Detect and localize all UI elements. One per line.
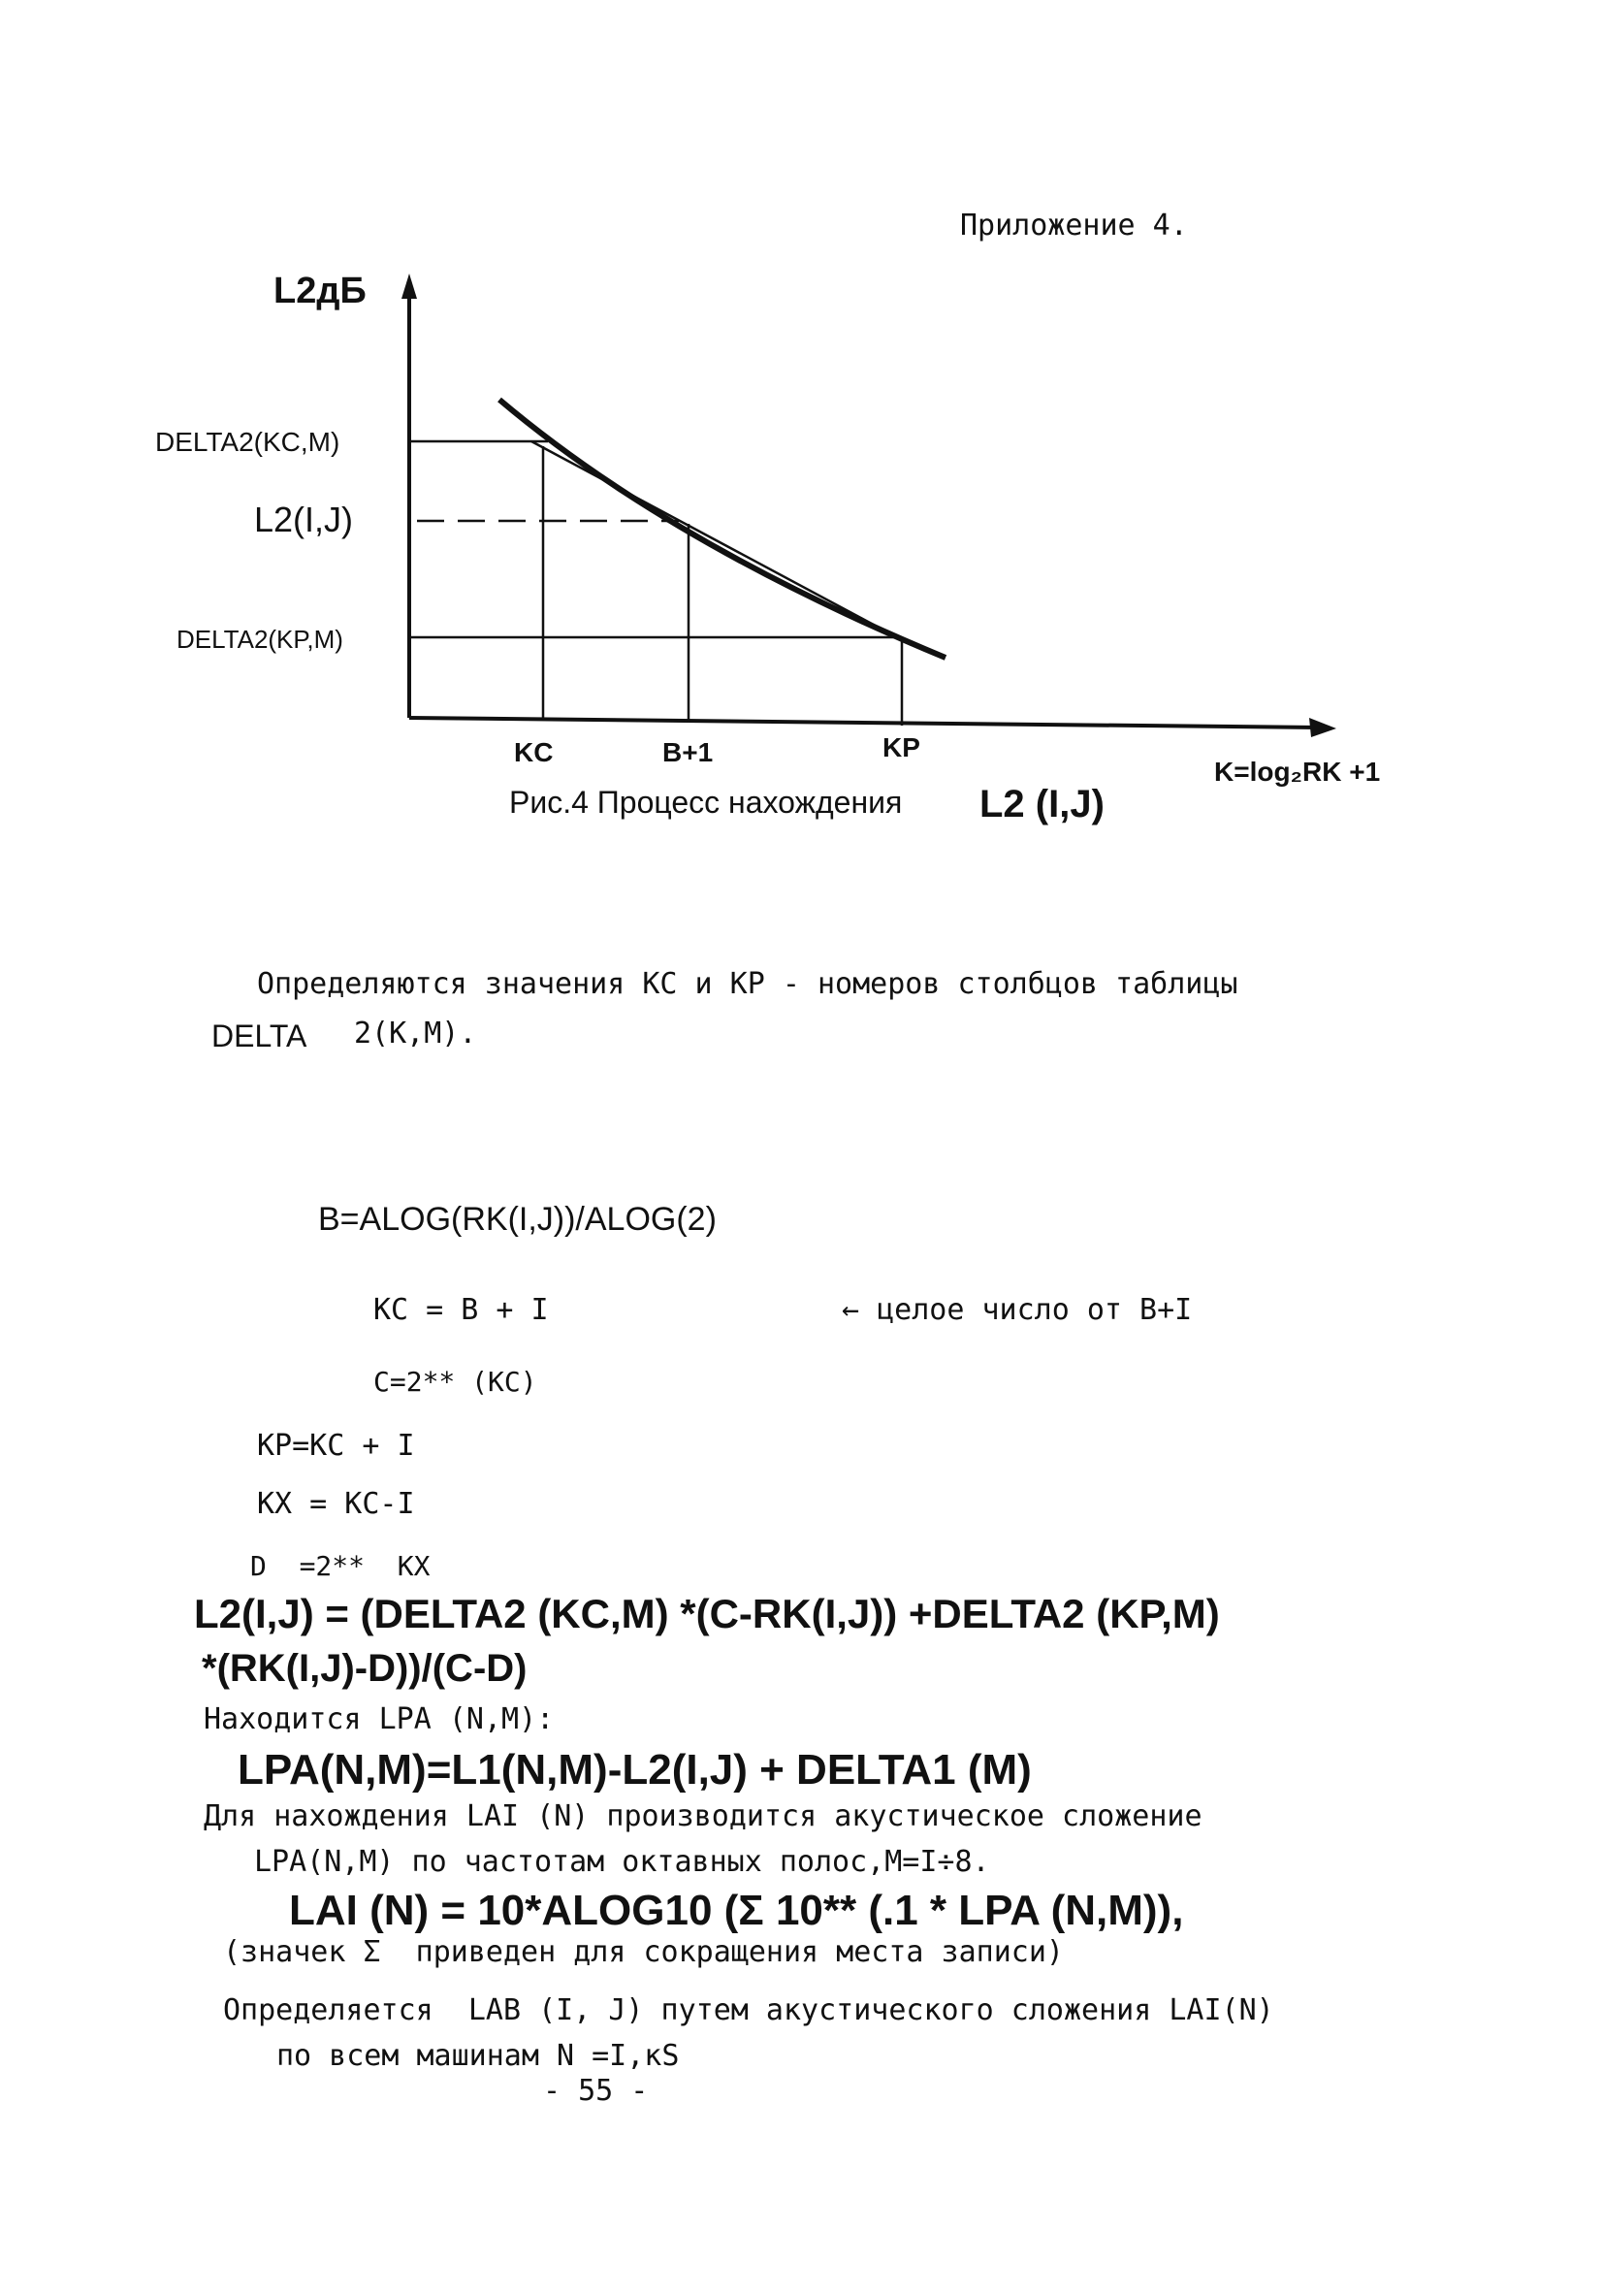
l2-curve [499,400,946,658]
eq-lat: LAI (N) = 10*ALOG10 (Σ 10** (.1 * LPA (N,M)), [289,1887,1184,1934]
x-label-b1: B+1 [662,737,714,767]
figure-caption: Рис.4 Процесс нахождения [509,785,903,820]
y-axis-label: L2дБ [273,271,367,311]
appendix-label: Приложение 4. [960,209,1188,243]
lat-line2: LPA(N,M) по частотам октавных полос,M=I÷8. [254,1845,990,1879]
eq-c: C=2** (KC) [373,1366,537,1398]
para1-delta-hand: DELTA [211,1019,307,1053]
x-axis-label: K=log₂RK +1 [1214,757,1381,787]
y-label-delta2-kp: DELTA2(KP,M) [176,625,343,654]
x-axis-arrow-icon [1309,718,1336,737]
y-label-l2: L2(I,J) [254,500,354,539]
y-axis-arrow-icon [401,274,417,299]
lab-line1: Определяется LAB (I, J) путем акустического сложения LAI(N) [223,1993,1274,2027]
eq-b: B=ALOG(RK(I,J))/ALOG(2) [318,1201,717,1238]
x-axis [409,718,1319,728]
x-label-kc: KC [514,737,554,767]
para1-line2: 2(K,M). [354,1017,477,1051]
eq-l2-line1: L2(I,J) = (DELTA2 (KC,M) *(C-RK(I,J)) +DELTA2 (KP,M) [194,1591,1220,1636]
eq-kp: KP=KC + I [257,1429,415,1463]
interpolation-chord [531,441,912,645]
para1-line1: Определяются значения КС и КР - номеров столбцов таблицы [257,967,1238,1001]
eq-l2-line2: *(RK(I,J)-D))/(C-D) [202,1647,528,1690]
eq-kx: KX = KC-I [257,1487,415,1521]
lab-line2: по всем машинам N =I,кS [276,2039,680,2073]
eq-kc-note: ← целое число от B+I [842,1293,1193,1327]
y-label-delta2-kc: DELTA2(KC,M) [155,427,340,457]
eq-d: D =2** KX [250,1550,431,1582]
x-label-kp: KP [882,732,920,762]
find-lpa: Находится LPA (N,M): [204,1702,555,1736]
sigma-note: (значек Σ приведен для сокращения места записи) [223,1935,1064,1969]
eq-lpa: LPA(N,M)=L1(N,M)-L2(I,J) + DELTA1 (M) [238,1746,1032,1794]
page-number: - 55 - [543,2074,649,2108]
figure-caption-formula: L2 (I,J) [979,783,1105,825]
figure-l2-process [0,0,1603,873]
eq-kc: KC = B + I [373,1293,549,1327]
lat-line1: Для нахождения LAI (N) производится акустическое сложение [204,1799,1202,1833]
